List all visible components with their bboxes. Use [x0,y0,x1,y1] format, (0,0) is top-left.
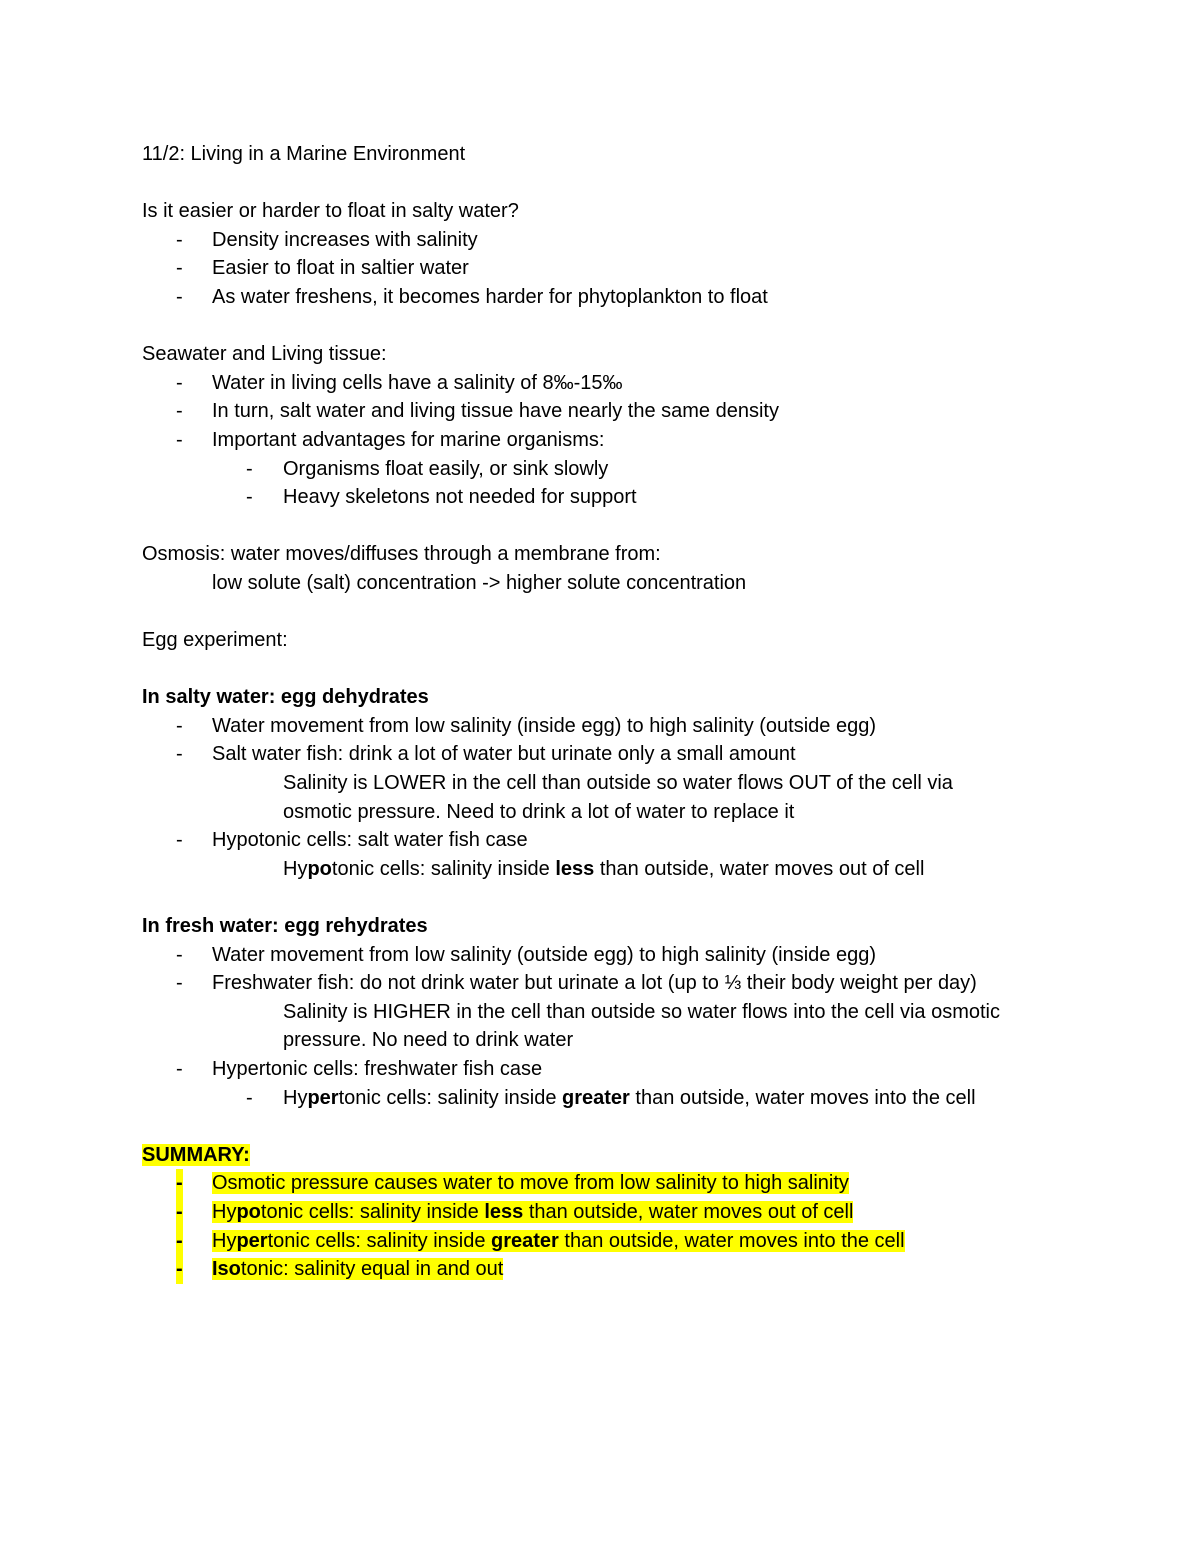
bullet-item: - Important advantages for marine organisms: [176,428,605,451]
indented-note: Salinity is LOWER in the cell than outside so water flows OUT of the cell via [283,772,953,795]
bullet-item: - Density increases with salinity [176,228,478,251]
summary-item: - Osmotic pressure causes water to move from low salinity to high salinity [142,1169,1102,1198]
bullet-item: - As water freshens, it becomes harder for phytoplankton to float [176,285,768,308]
document-title: 11/2: Living in a Marine Environment [142,143,466,165]
bullet-item: - Water in living cells have a salinity of 8‰-15‰ [176,371,623,394]
indented-note: osmotic pressure. Need to drink a lot of water to replace it [283,800,795,823]
bullet-item: - Water movement from low salinity (outside egg) to high salinity (inside egg) [176,943,876,966]
bullet-item: - Hypotonic cells: salt water fish case [176,829,528,852]
indented-note: Salinity is HIGHER in the cell than outside so water flows into the cell via osmotic [283,1000,1000,1023]
bullet-item: - Hypertonic cells: freshwater fish case [176,1058,543,1080]
summary-item: - Hypotonic cells: salinity inside less than outside, water moves out of cell [142,1198,1102,1227]
osmosis-definition: Osmosis: water moves/diffuses through a membrane from: [142,543,661,566]
salty-heading: In salty water: egg dehydrates [142,686,429,709]
document-body [142,140,1102,1284]
summary-heading: SUMMARY: [142,1143,250,1166]
seawater-heading: Seawater and Living tissue: [142,343,387,366]
osmosis-direction: low solute (salt) concentration -> higher solute concentration [212,571,747,594]
sub-bullet-item: - Organisms float easily, or sink slowly [246,457,609,480]
bullet-item: - Salt water fish: drink a lot of water but urinate only a small amount [176,743,796,766]
fresh-heading: In fresh water: egg rehydrates [142,915,428,938]
sub-bullet-item: - Heavy skeletons not needed for support [246,486,637,509]
bullet-item: - Freshwater fish: do not drink water but urinate a lot (up to ⅓ their body weight per day) [176,972,977,995]
hypotonic-note: Hypotonic cells: salinity inside less than outside, water moves out of cell [283,857,925,880]
summary-item: - Hypertonic cells: salinity inside greater than outside, water moves into the cell [142,1227,1102,1256]
summary-item: - Isotonic: salinity equal in and out [142,1255,1102,1284]
bullet-item: - Easier to float in saltier water [176,257,469,280]
egg-heading: Egg experiment: [142,629,288,652]
float-question: Is it easier or harder to float in salty water? [142,200,519,223]
bullet-item: - Water movement from low salinity (inside egg) to high salinity (outside egg) [176,714,876,737]
bullet-item: - In turn, salt water and living tissue have nearly the same density [176,400,779,423]
indented-note: pressure. No need to drink water [283,1029,574,1052]
hypertonic-note: - Hypertonic cells: salinity inside greater than outside, water moves into the cell [246,1086,976,1109]
